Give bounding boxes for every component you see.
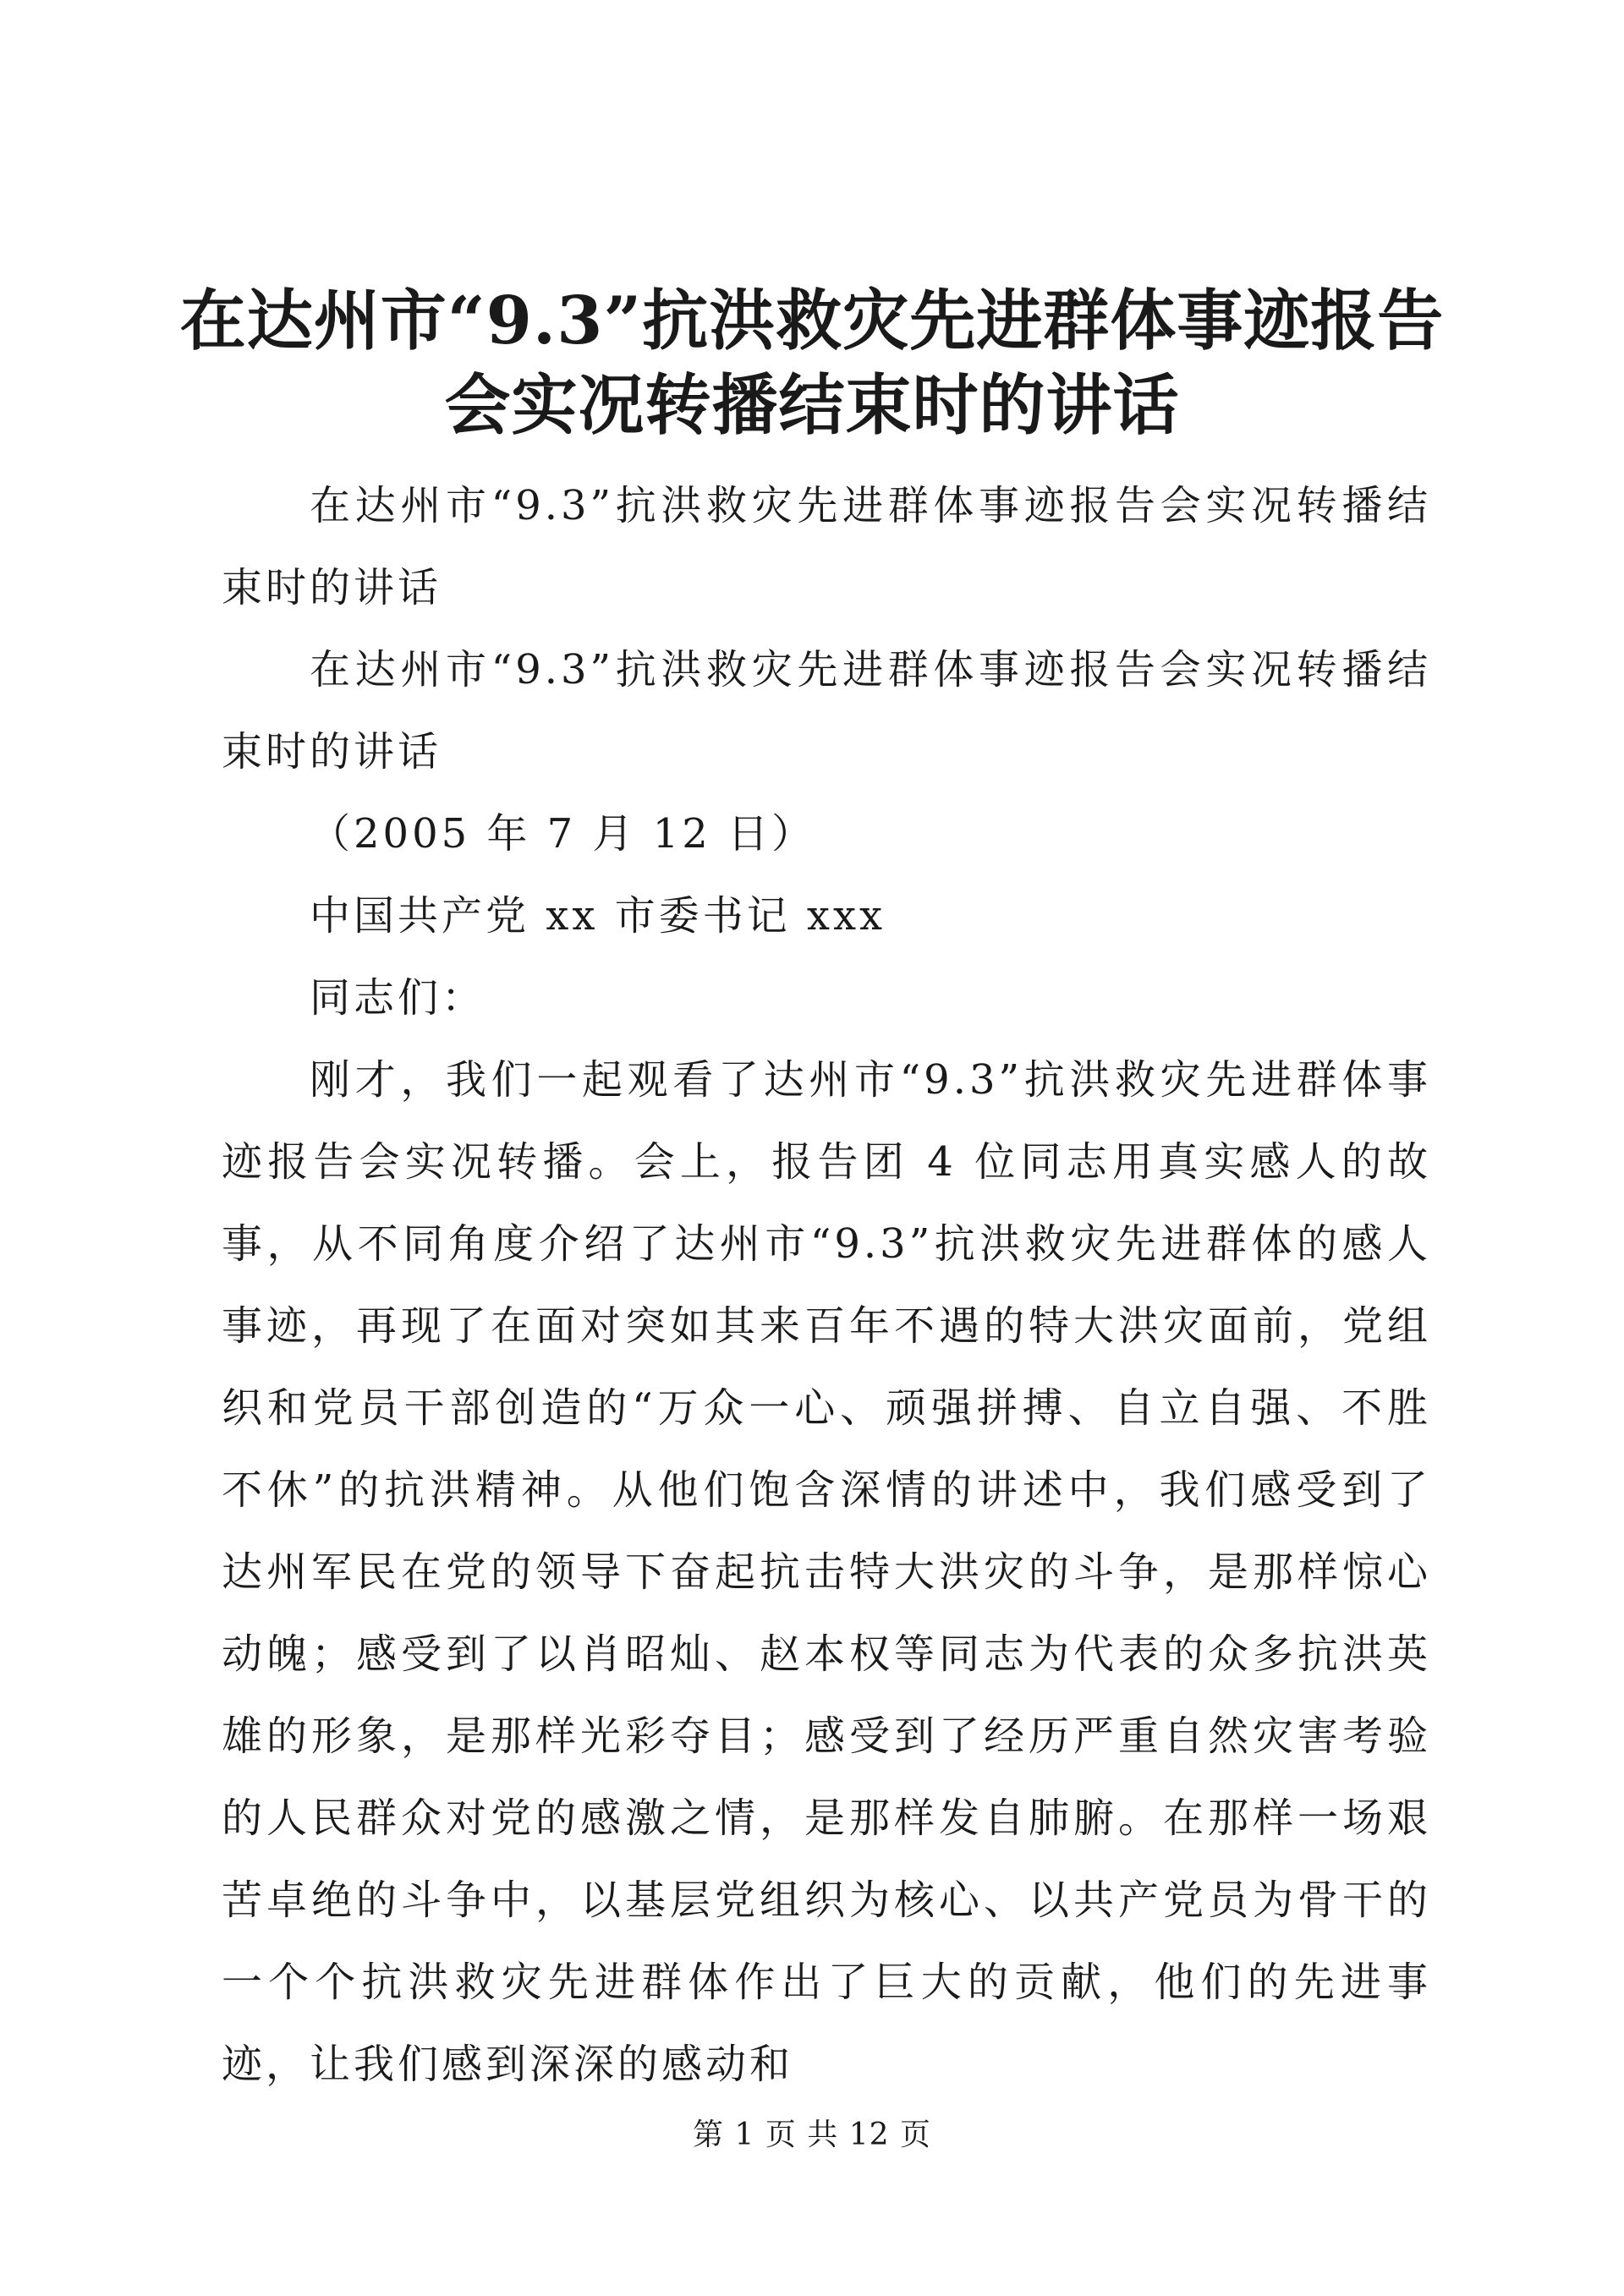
salutation: 同志们： [310, 974, 486, 1022]
title-line-1: 在达州市“9.3”抗洪救灾先进群体事迹报告 [179, 282, 1445, 359]
document-title [169, 279, 1455, 448]
main-paragraph: 刚才，我们一起观看了达州市“9.3”抗洪救灾先进群体事迹报告会实况转播。会上，报告团 4 位同志用真实感人的故事，从不同角度介绍了达州市“9.3”抗洪救灾先进群体的感人事迹，再现了在面对突如其来百年不遇的特大洪灾面前，党组织和党员干部创造的“万众一心、顽强拼搏、自立自强、不胜不休”的抗洪精神。从他们饱含深情的讲述中，我们感受到了达州军民在党的领导下奋起抗击特大洪灾的斗争，是那样惊心动魄；感受到了以肖昭灿、赵本权等同志为代表的众多抗洪英雄的形象，是那样光彩夺目；感受到了经历严重自然灾害考验的人民群众对党的感激之情，是那样发自肺腑。在那样一场艰苦卓绝的斗争中，以基层党组织为核心、以共产党员为骨干的一个个抗洪救灾先进群体作出了巨大的贡献，他们的先进事迹，让我们感到深深的感动和 [222, 1056, 1431, 2088]
speaker-line: 中国共产党 xx 市委书记 xxx [310, 892, 886, 940]
date-line: （2005 年 7 月 12 日） [310, 810, 816, 858]
document-body [222, 465, 1431, 2106]
heading-paragraph-1: 在达州市“9.3”抗洪救灾先进群体事迹报告会实况转播结束时的讲话 [222, 482, 1431, 611]
page-footer: 第 1 页 共 12 页 [693, 2118, 931, 2152]
title-line-2: 会实况转播结束时的讲话 [444, 367, 1180, 444]
heading-paragraph-2: 在达州市“9.3”抗洪救灾先进群体事迹报告会实况转播结束时的讲话 [222, 646, 1431, 775]
